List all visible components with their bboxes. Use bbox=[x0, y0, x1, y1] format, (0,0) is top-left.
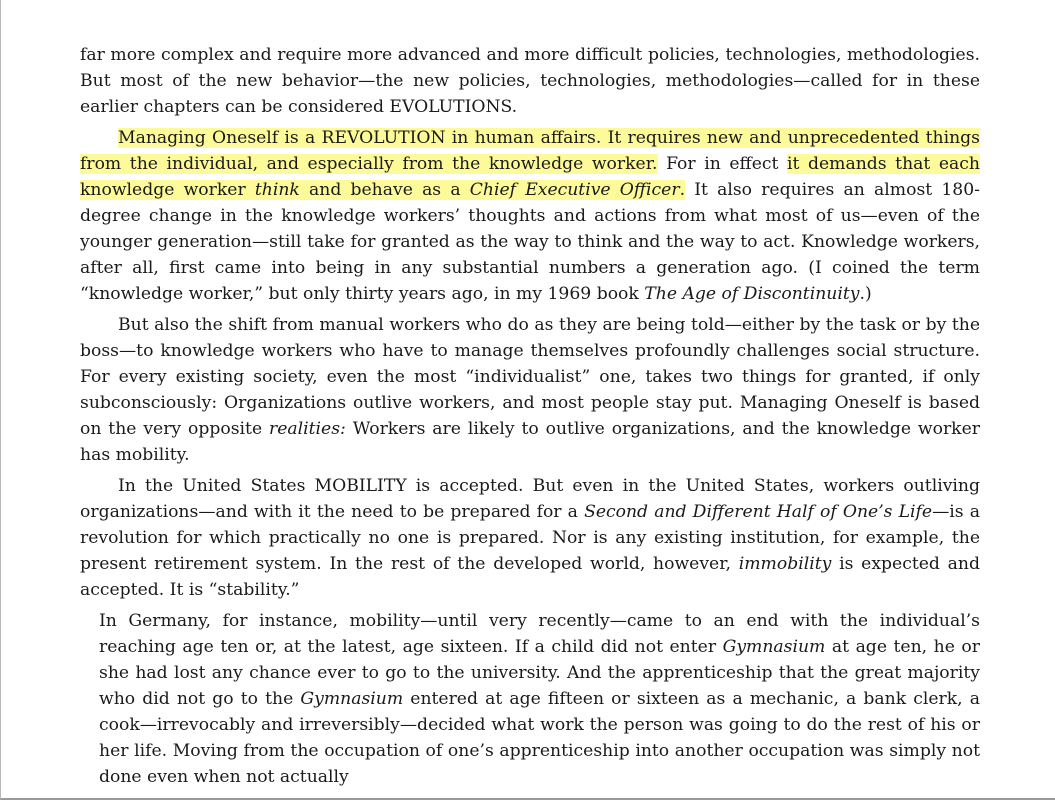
highlighted-segment: it demands that each knowledge worker bbox=[80, 154, 980, 200]
paragraph-text: —is a revolution for which practically no one is prepared. Nor is any existing institution, for example, the present retirement system. In the rest of the developed world, however, bbox=[80, 502, 980, 574]
highlighted-segment: and behave as a bbox=[299, 180, 470, 200]
highlighted-segment: . bbox=[679, 180, 686, 200]
document-body bbox=[80, 42, 980, 795]
emphasis-text: Gymnasium bbox=[300, 689, 404, 709]
paragraph-text: at age ten, he or she had lost any chance ever to go to the university. And the apprenticeship that the great majority who did not go to the bbox=[99, 637, 980, 709]
paragraph-text: In Germany, for instance, mobility—until very recently—came to an end with the individual’s reaching age ten or, at the latest, age sixteen. If a child did not enter bbox=[99, 611, 980, 657]
emphasis-text: Second and Different Half of One’s Life bbox=[584, 502, 933, 522]
paragraph-text: It also requires an almost 180-degree change in the knowledge workers’ thoughts and actions from what most of us—even of the younger generation—still take for granted as the way to think and the way to act. Knowledge workers, after all, first came into being in any substantial numbers a generation ago. (I coined the term “knowledge worker,” but only thirty years ago, in my 1969 book bbox=[80, 180, 980, 304]
paragraph-4 bbox=[80, 473, 980, 603]
emphasis-text: Chief Executive Officer bbox=[469, 180, 680, 200]
emphasis-text: immobility bbox=[738, 554, 832, 574]
paragraph-2 bbox=[80, 125, 980, 307]
paragraph-5-blockquote bbox=[99, 608, 980, 790]
book-title: The Age of Discontinuity bbox=[644, 284, 860, 304]
paragraph-text: Workers are likely to outlive organizations, and the knowledge worker has mobility. bbox=[80, 419, 980, 465]
paragraph-text: But also the shift from manual workers who do as they are being told—either by the task or by the boss—to knowledge workers who have to manage themselves profoundly challenges social structure. For every existing society, even the most “individualist” one, takes two things for granted, if only subconsciously: Organizations outlive workers, and most people stay put. Managing Oneself is based on the very opposite bbox=[80, 315, 980, 439]
emphasis-text: Gymnasium bbox=[722, 637, 826, 657]
paragraph-text: is expected and accepted. It is “stability.” bbox=[80, 554, 980, 600]
paragraph-3 bbox=[80, 312, 980, 468]
emphasis-text: realities: bbox=[269, 419, 346, 439]
highlighted-text[interactable]: Managing Oneself is a REVOLUTION in human affairs. It requires new and unprecedented things from the individual, and especially from the knowledge worker. bbox=[80, 128, 980, 174]
paragraph-text: .) bbox=[859, 284, 872, 304]
paragraph-1 bbox=[80, 42, 980, 120]
paragraph-text: For in effect bbox=[657, 154, 788, 174]
emphasis-text: think bbox=[254, 180, 300, 200]
paragraph-text: far more complex and require more advanced and more difficult policies, technologies, methodologies. But most of the new behavior—the new policies, technologies, methodologies—called for in these earlier chapters can be considered EVOLUTIONS. bbox=[80, 45, 980, 117]
paragraph-text: In the United States MOBILITY is accepted. But even in the United States, workers outliving organizations—and with it the need to be prepared for a bbox=[80, 476, 980, 522]
paragraph-text: entered at age fifteen or sixteen as a mechanic, a bank clerk, a cook—irrevocably and irreversibly—decided what work the person was going to do the rest of his or her life. Moving from the occupation of one’s apprenticeship into another occupation was simply not done even when not actually bbox=[99, 689, 980, 787]
